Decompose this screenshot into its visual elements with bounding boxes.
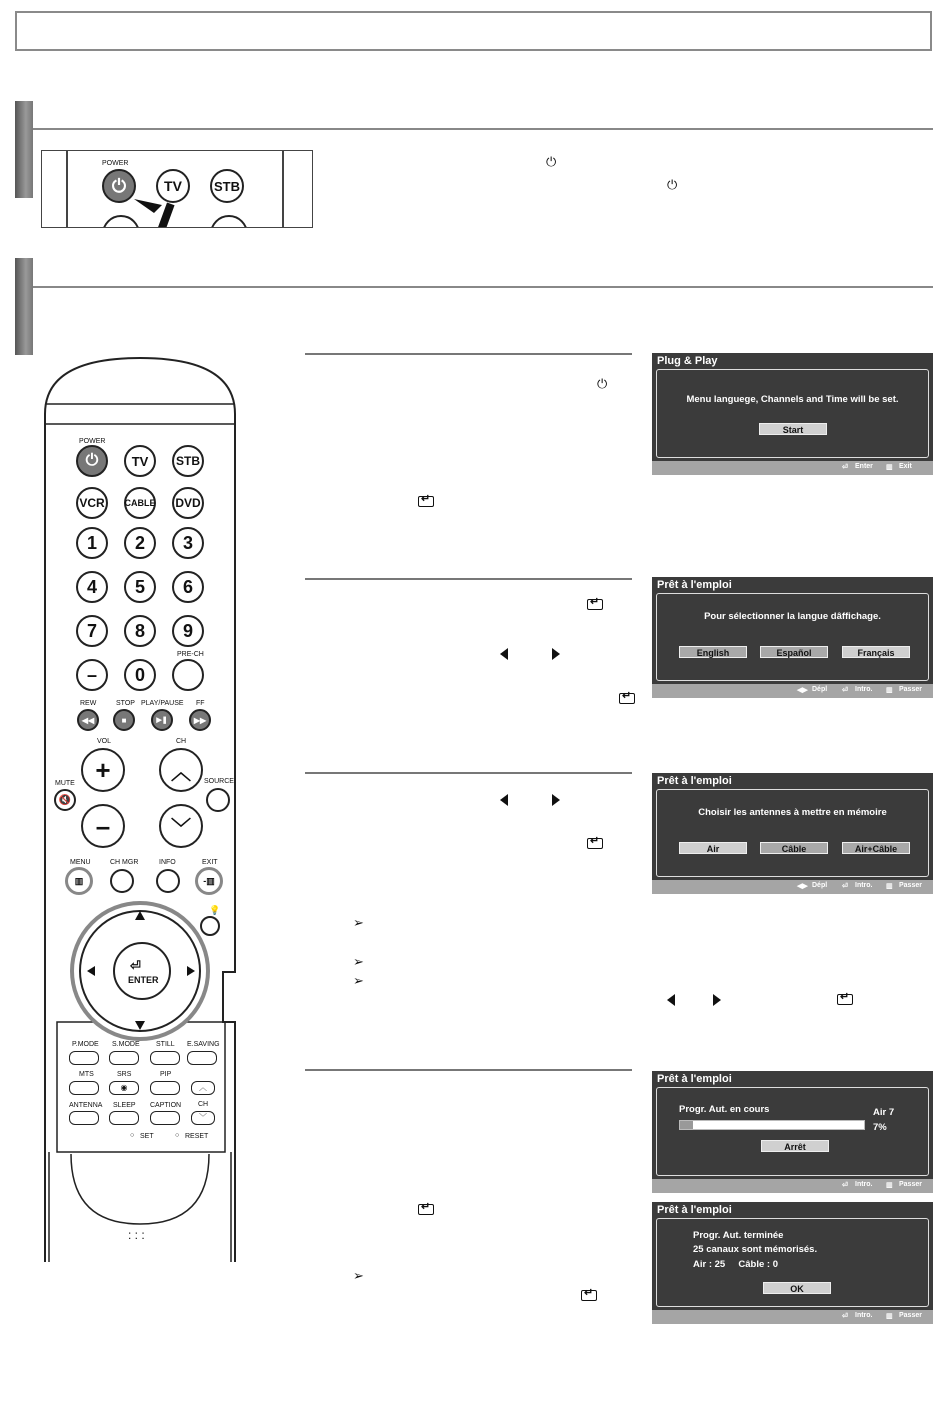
enter-symbol-icon bbox=[581, 1290, 597, 1301]
osd-title: Prêt à l'emploi bbox=[657, 1204, 732, 1216]
power-label: POWER bbox=[102, 160, 129, 167]
osd-title: Prêt à l'emploi bbox=[657, 775, 732, 787]
menu-label: MENU bbox=[70, 859, 91, 866]
chmgr-label: CH MGR bbox=[110, 859, 139, 866]
smode-label: S.MODE bbox=[112, 1041, 140, 1048]
info-label: INFO bbox=[159, 859, 176, 866]
smode-button bbox=[109, 1051, 139, 1065]
footer-skip-label: Passer bbox=[899, 686, 922, 693]
playpause-label: PLAY/PAUSE bbox=[141, 700, 184, 707]
menu-icon: ▥ bbox=[886, 1313, 893, 1320]
start-button[interactable]: Start bbox=[759, 423, 827, 435]
tv-button: TV bbox=[124, 445, 156, 477]
note-arrow-icon: ➢ bbox=[353, 954, 364, 969]
ok-button[interactable]: OK bbox=[763, 1282, 831, 1294]
enter-symbol-icon bbox=[418, 1204, 434, 1215]
left-right-icon: ◀▶ bbox=[797, 883, 808, 890]
option-air-cable[interactable]: Air+Câble bbox=[842, 842, 910, 854]
section-marker-1 bbox=[15, 101, 33, 198]
bulb-icon: 💡 bbox=[209, 905, 221, 915]
complete-line-3: Air : 25 Câble : 0 bbox=[693, 1259, 778, 1270]
power-label: POWER bbox=[79, 438, 106, 445]
progress-bar-fill bbox=[680, 1121, 693, 1129]
enter-label: ENTER bbox=[128, 975, 159, 985]
rew-label: REW bbox=[80, 700, 97, 707]
volume-up-icon: + bbox=[81, 748, 125, 792]
info-button bbox=[156, 869, 180, 893]
channel-up-icon: ︿ bbox=[159, 748, 203, 792]
caption-button bbox=[150, 1111, 180, 1125]
enter-symbol-icon bbox=[837, 994, 853, 1005]
osd-message: Pour sélectionner la langue dâffichage. bbox=[704, 611, 881, 622]
play-pause-icon: ▶❚ bbox=[151, 709, 173, 731]
digit-6-button: 6 bbox=[172, 571, 204, 603]
cable-button: CABLE bbox=[124, 487, 156, 519]
section-rule-1 bbox=[33, 128, 933, 130]
footer-skip-label: Passer bbox=[899, 1181, 922, 1188]
digit-0-button: 0 bbox=[124, 659, 156, 691]
ch-down-small-icon: ﹀ bbox=[191, 1111, 215, 1125]
osd-message: Choisir les antennes à mettre en mémoire bbox=[698, 807, 887, 818]
menu-icon: ▥ bbox=[886, 464, 893, 471]
source-label: SOURCE bbox=[204, 778, 234, 785]
digit-2-button: 2 bbox=[124, 527, 156, 559]
section-marker-2 bbox=[15, 258, 33, 355]
right-arrow-icon bbox=[552, 648, 560, 660]
mts-label: MTS bbox=[79, 1071, 94, 1078]
prech-button bbox=[172, 659, 204, 691]
note-arrow-icon: ➢ bbox=[353, 973, 364, 988]
power-button bbox=[102, 169, 136, 203]
prech-label: PRE-CH bbox=[177, 651, 204, 658]
pmode-label: P.MODE bbox=[72, 1041, 99, 1048]
stb-button: STB bbox=[172, 445, 204, 477]
enter-icon: ⏎ bbox=[842, 1313, 848, 1320]
ff-label: FF bbox=[196, 700, 205, 707]
option-cable[interactable]: Câble bbox=[760, 842, 828, 854]
left-arrow-icon bbox=[500, 794, 508, 806]
menu-icon: ▥ bbox=[886, 687, 893, 694]
caption-label: CAPTION bbox=[150, 1102, 182, 1109]
still-button bbox=[150, 1051, 180, 1065]
progress-channel: Air 7 bbox=[873, 1107, 895, 1118]
enter-icon: ⏎ bbox=[842, 1182, 848, 1189]
still-label: STILL bbox=[156, 1041, 175, 1048]
option-english[interactable]: English bbox=[679, 646, 747, 658]
left-arrow-icon bbox=[667, 994, 675, 1006]
vcr-button: VCR bbox=[76, 487, 108, 519]
digit-8-button: 8 bbox=[124, 615, 156, 647]
progress-status: Progr. Aut. en cours bbox=[679, 1104, 770, 1115]
mute-label: MUTE bbox=[55, 780, 75, 787]
osd-auto-program-complete bbox=[652, 1202, 933, 1324]
complete-line-1: Progr. Aut. terminée bbox=[693, 1230, 784, 1241]
footer-exit-label: Exit bbox=[899, 463, 912, 470]
svg-text:: : :: : : : bbox=[128, 1228, 145, 1242]
digit-5-button: 5 bbox=[124, 571, 156, 603]
option-air[interactable]: Air bbox=[679, 842, 747, 854]
ff-icon: ▶▶ bbox=[189, 709, 211, 731]
remote-power-illustration bbox=[41, 150, 313, 228]
chmgr-button bbox=[110, 869, 134, 893]
digit-9-button: 9 bbox=[172, 615, 204, 647]
enter-symbol-icon bbox=[619, 693, 635, 704]
srs-icon: ◉ bbox=[109, 1081, 139, 1095]
footer-move-label: Dépl bbox=[812, 882, 828, 889]
menu-icon: ▥ bbox=[886, 883, 893, 890]
option-francais[interactable]: Français bbox=[842, 646, 910, 658]
footer-skip-label: Passer bbox=[899, 1312, 922, 1319]
power-icon: ⏻ bbox=[111, 175, 127, 196]
footer-move-label: Dépl bbox=[812, 686, 828, 693]
pip-button bbox=[150, 1081, 180, 1095]
footer-enter-label: Intro. bbox=[855, 882, 873, 889]
page-header-box bbox=[15, 11, 932, 51]
footer-skip-label: Passer bbox=[899, 882, 922, 889]
esaving-button bbox=[187, 1051, 217, 1065]
power-icon: ⏻ bbox=[76, 445, 108, 477]
digit-4-button: 4 bbox=[76, 571, 108, 603]
mute-icon: 🔇 bbox=[54, 789, 76, 811]
reset-icon: ○ bbox=[175, 1132, 180, 1139]
complete-line-2: 25 canaux sont mémorisés. bbox=[693, 1244, 818, 1255]
step-1-rule bbox=[305, 353, 632, 355]
note-arrow-icon: ➢ bbox=[353, 915, 364, 930]
set-label: SET bbox=[140, 1133, 154, 1140]
ch-up-small-icon: ︿ bbox=[191, 1081, 215, 1095]
digit-3-button: 3 bbox=[172, 527, 204, 559]
volume-down-icon: – bbox=[81, 804, 125, 848]
remote-control-illustration bbox=[41, 354, 239, 1262]
step-4-rule bbox=[305, 1069, 632, 1071]
stop-icon: ■ bbox=[113, 709, 135, 731]
power-symbol-icon: ⏻ bbox=[667, 177, 678, 192]
menu-icon: ▥ bbox=[886, 1182, 893, 1189]
dash-button: – bbox=[76, 659, 108, 691]
note-arrow-icon: ➢ bbox=[353, 1268, 364, 1283]
osd-title: Prêt à l'emploi bbox=[657, 1073, 732, 1085]
menu-icon: ▥ bbox=[65, 867, 93, 895]
osd-auto-program-progress bbox=[652, 1071, 933, 1193]
ch-label: CH bbox=[176, 738, 187, 745]
vol-label: VOL bbox=[97, 738, 112, 745]
right-arrow-icon bbox=[713, 994, 721, 1006]
sleep-label: SLEEP bbox=[113, 1102, 136, 1109]
digit-7-button: 7 bbox=[76, 615, 108, 647]
enter-icon: ⏎ bbox=[842, 464, 848, 471]
mts-button bbox=[69, 1081, 99, 1095]
right-arrow-icon bbox=[552, 794, 560, 806]
source-button bbox=[206, 788, 230, 812]
progress-percent: 7% bbox=[873, 1122, 887, 1133]
rew-icon: ◀◀ bbox=[77, 709, 99, 731]
enter-icon: ⏎ bbox=[130, 958, 141, 973]
left-right-icon: ◀▶ bbox=[797, 687, 808, 694]
enter-symbol-icon bbox=[418, 496, 434, 507]
antenna-button bbox=[69, 1111, 99, 1125]
option-espanol[interactable]: Español bbox=[760, 646, 828, 658]
osd-antenna-select bbox=[652, 773, 933, 894]
footer-enter-label: Enter bbox=[855, 463, 873, 470]
stb-button: STB bbox=[210, 169, 244, 203]
pointer-arrow-icon bbox=[132, 193, 192, 228]
sleep-button bbox=[109, 1111, 139, 1125]
enter-icon: ⏎ bbox=[842, 883, 848, 890]
power-symbol-icon: ⏻ bbox=[546, 154, 557, 169]
esaving-label: E.SAVING bbox=[187, 1041, 220, 1048]
osd-title: Prêt à l'emploi bbox=[657, 579, 732, 591]
reset-label: RESET bbox=[185, 1133, 209, 1140]
srs-label: SRS bbox=[117, 1071, 132, 1078]
power-symbol-icon: ⏻ bbox=[597, 376, 608, 391]
light-button bbox=[200, 916, 220, 936]
antenna-label: ANTENNA bbox=[69, 1102, 103, 1109]
pmode-button bbox=[69, 1051, 99, 1065]
osd-language-select bbox=[652, 577, 933, 698]
digit-1-button: 1 bbox=[76, 527, 108, 559]
exit-icon: -▥ bbox=[195, 867, 223, 895]
step-3-rule bbox=[305, 772, 632, 774]
osd-message: Menu languege, Channels and Time will be set. bbox=[686, 394, 899, 405]
dvd-button: DVD bbox=[172, 487, 204, 519]
progress-bar bbox=[679, 1120, 865, 1130]
left-arrow-icon bbox=[500, 648, 508, 660]
section-rule-2 bbox=[33, 286, 933, 288]
footer-enter-label: Intro. bbox=[855, 686, 873, 693]
stop-button[interactable]: Arrêt bbox=[761, 1140, 829, 1152]
tv-button: TV bbox=[156, 169, 190, 203]
osd-plug-and-play bbox=[652, 353, 933, 475]
exit-label: EXIT bbox=[202, 859, 218, 866]
osd-title: Plug & Play bbox=[657, 355, 718, 367]
stop-label: STOP bbox=[116, 700, 135, 707]
enter-symbol-icon bbox=[587, 599, 603, 610]
footer-enter-label: Intro. bbox=[855, 1312, 873, 1319]
set-icon: ○ bbox=[130, 1132, 135, 1139]
enter-symbol-icon bbox=[587, 838, 603, 849]
ch-small-label: CH bbox=[198, 1101, 209, 1108]
footer-enter-label: Intro. bbox=[855, 1181, 873, 1188]
step-2-rule bbox=[305, 578, 632, 580]
channel-down-icon: ﹀ bbox=[159, 804, 203, 848]
pip-label: PIP bbox=[160, 1071, 172, 1078]
enter-icon: ⏎ bbox=[842, 687, 848, 694]
